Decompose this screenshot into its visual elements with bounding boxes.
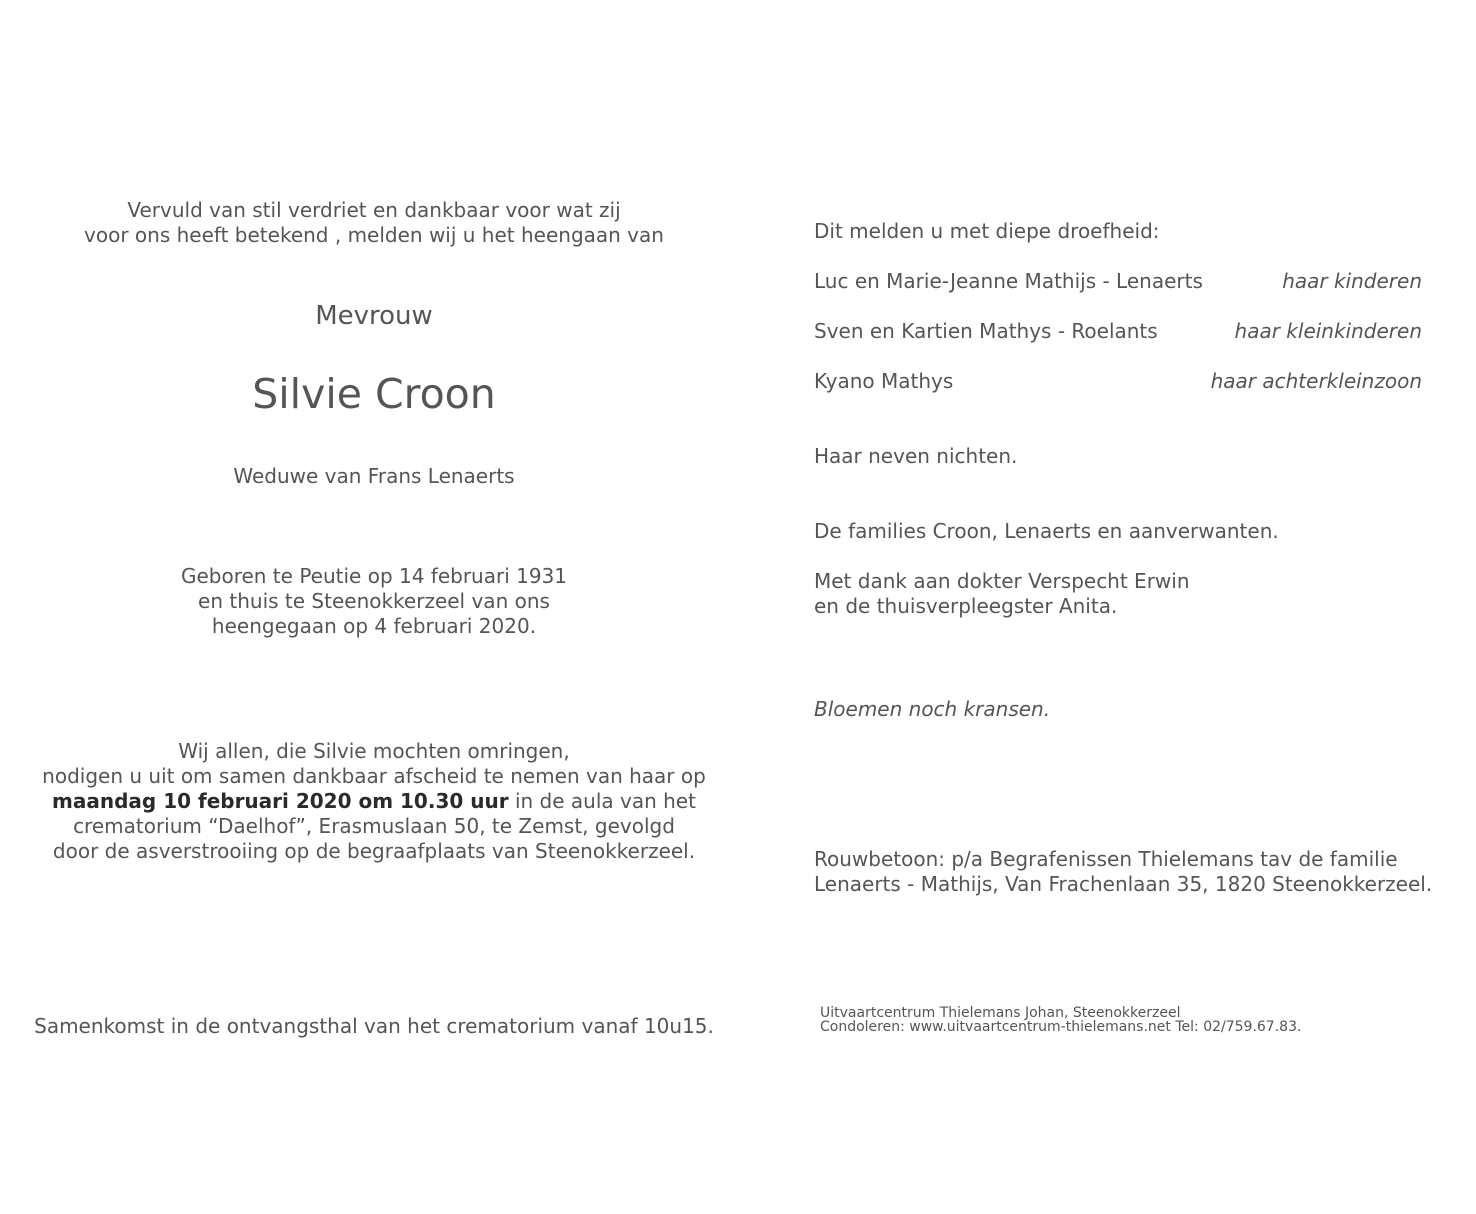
family-row (814, 319, 1422, 344)
deceased-name: Silvie Croon (252, 370, 496, 418)
flowers-text: Bloemen noch kransen. (814, 697, 1051, 721)
condolence-line: Rouwbetoon: p/a Begrafenissen Thielemans tav de familie (814, 847, 1398, 871)
cousins-text: Haar neven nichten. (814, 444, 1018, 468)
family-names: Sven en Kartien Mathys - Roelants (814, 319, 1158, 343)
family-names: Luc en Marie-Jeanne Mathijs - Lenaerts (814, 269, 1203, 293)
birth-death-info (0, 564, 748, 639)
invitation-text (0, 739, 748, 864)
title-mevrouw: Mevrouw (315, 301, 433, 331)
family-row (814, 269, 1422, 294)
intro-text (0, 198, 748, 248)
family-names: Kyano Mathys (814, 369, 954, 393)
funeral-home-footer (820, 1006, 1301, 1034)
gathering-text: Samenkomst in de ontvangsthal van het crematorium vanaf 10u15. (34, 1014, 714, 1038)
widow-line: Weduwe van Frans Lenaerts (233, 464, 515, 488)
footer-line: Uitvaartcentrum Thielemans Johan, Steenokkerzeel (820, 1005, 1181, 1021)
footer-line: Condoleren: www.uitvaartcentrum-thielemans.net Tel: 02/759.67.83. (820, 1019, 1302, 1035)
ceremony-place: in de aula van het (508, 789, 696, 813)
invite-line: Wij allen, die Silvie mochten omringen, (178, 739, 570, 763)
family-relation: haar kleinkinderen (1234, 319, 1422, 343)
families-text: De families Croon, Lenaerts en aanverwanten. (814, 519, 1279, 543)
family-row (814, 369, 1422, 394)
condolence-line: Lenaerts - Mathijs, Van Frachenlaan 35, 1820 Steenokkerzeel. (814, 872, 1433, 896)
family-relation: haar achterkleinzoon (1210, 369, 1422, 393)
thanks-text (814, 569, 1422, 619)
thanks-line: Met dank aan dokter Verspecht Erwin (814, 569, 1190, 593)
invite-line: door de asverstrooiing op de begraafplaats van Steenokkerzeel. (52, 839, 696, 863)
ceremony-date: maandag 10 februari 2020 om 10.30 uur (52, 789, 509, 813)
announce-text: Dit melden u met diepe droefheid: (814, 219, 1160, 243)
invite-line (0, 789, 748, 814)
invite-line: nodigen u uit om samen dankbaar afscheid te nemen van haar op (42, 764, 706, 788)
intro-line: voor ons heeft betekend , melden wij u het heengaan van (84, 223, 664, 247)
intro-line: Vervuld van stil verdriet en dankbaar voor wat zij (127, 198, 621, 222)
condolence-address (814, 847, 1433, 897)
invite-line: crematorium “Daelhof”, Erasmuslaan 50, te Zemst, gevolgd (73, 814, 675, 838)
born-line: heengegaan op 4 februari 2020. (211, 614, 537, 638)
family-relation: haar kinderen (1282, 269, 1422, 293)
born-line: en thuis te Steenokkerzeel van ons (198, 589, 550, 613)
thanks-line: en de thuisverpleegster Anita. (814, 594, 1118, 618)
born-line: Geboren te Peutie op 14 februari 1931 (180, 564, 568, 588)
